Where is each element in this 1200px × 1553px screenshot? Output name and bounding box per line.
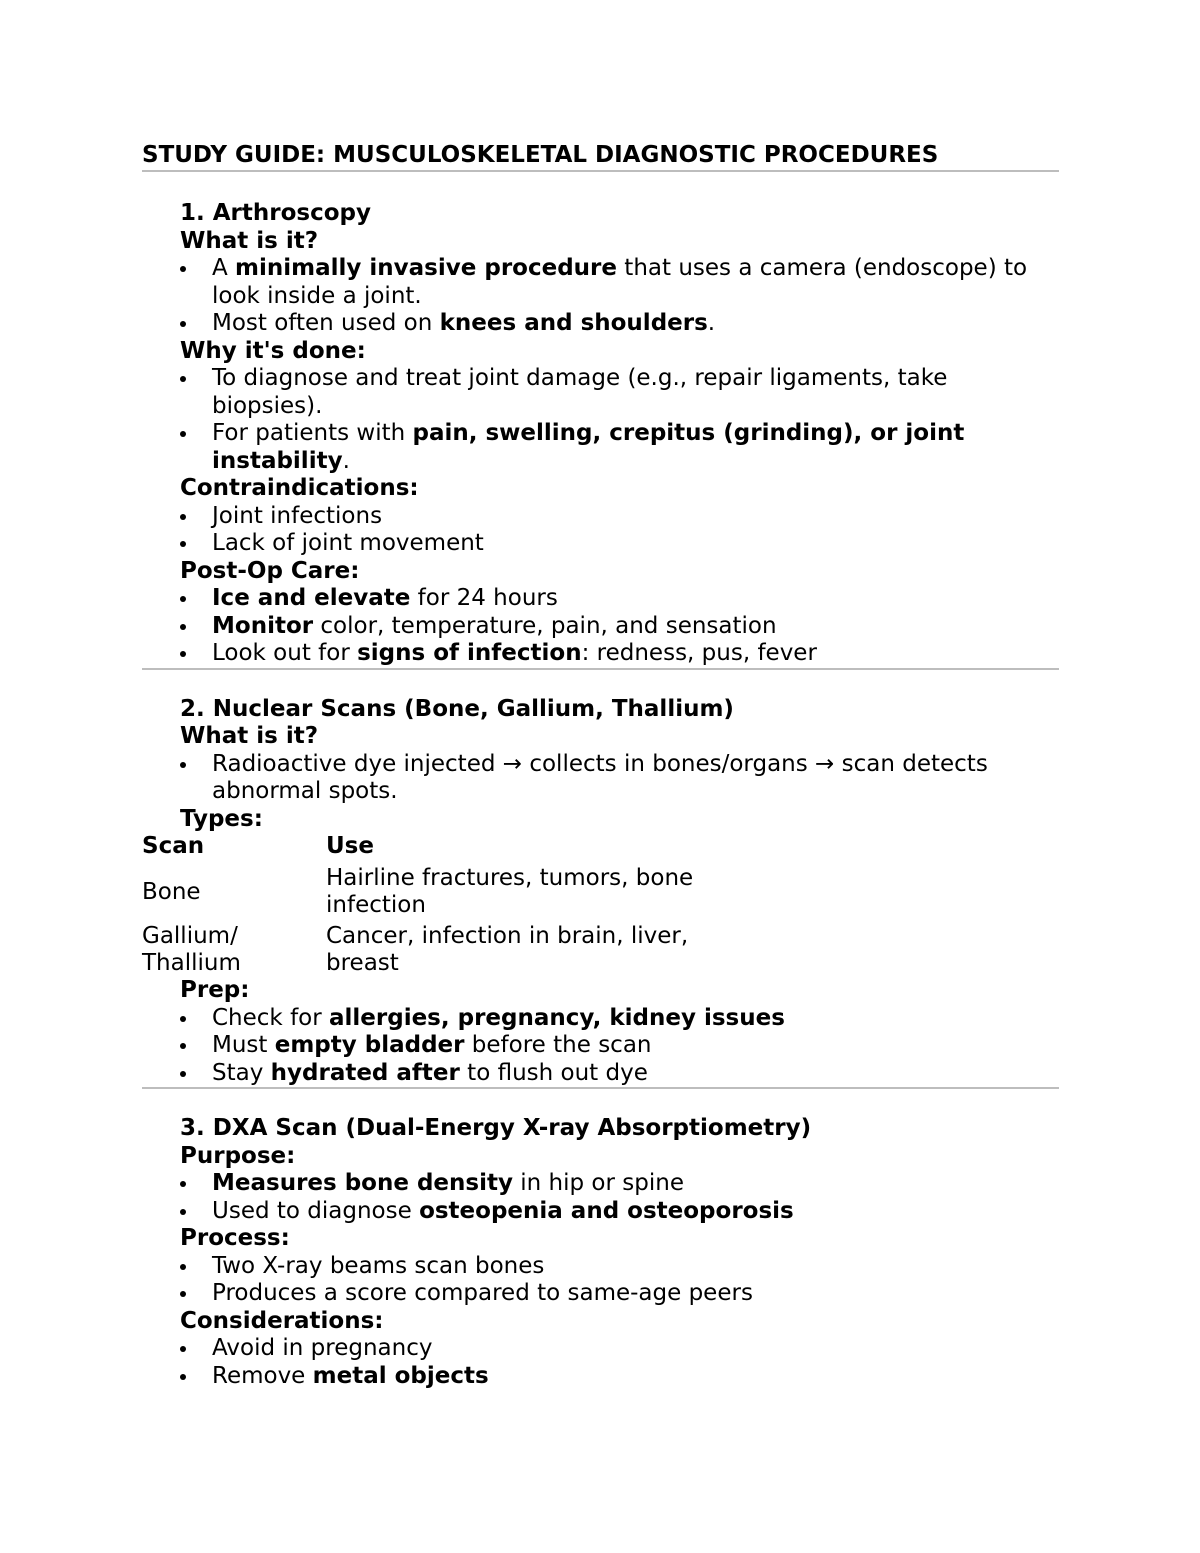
list-item: Lack of joint movement bbox=[180, 530, 1059, 558]
bullet-list bbox=[180, 751, 1059, 806]
bullet-list bbox=[180, 365, 1059, 475]
table-header: Scan bbox=[142, 833, 205, 859]
table-cell: Hairline fractures, tumors, bone infection bbox=[326, 865, 694, 918]
subheading-what: What is it? bbox=[180, 227, 319, 254]
list-item: Two X-ray beams scan bones bbox=[180, 1253, 1059, 1281]
table-header: Use bbox=[326, 833, 374, 859]
list-item: For patients with pain, swelling, crepitus (grinding), or joint instability. bbox=[180, 420, 1059, 475]
subheading-process: Process: bbox=[180, 1225, 290, 1251]
subheading-considerations: Considerations: bbox=[180, 1307, 384, 1334]
list-item: Measures bone density in hip or spine bbox=[180, 1170, 1059, 1198]
list-item: Monitor color, temperature, pain, and sensation bbox=[180, 613, 1059, 641]
page-title: STUDY GUIDE: MUSCULOSKELETAL DIAGNOSTIC PROCEDURES bbox=[142, 142, 939, 168]
table-cell: Cancer, infection in brain, liver, breast bbox=[326, 923, 689, 976]
list-item: Ice and elevate for 24 hours bbox=[180, 585, 1059, 613]
document bbox=[142, 140, 1059, 1390]
bullet-list bbox=[180, 1335, 1059, 1390]
section-heading: 3. DXA Scan (Dual-Energy X-ray Absorptiometry) bbox=[180, 1115, 812, 1141]
list-item: Radioactive dye injected → collects in bones/organs → scan detects abnormal spots. bbox=[180, 751, 1059, 806]
list-item: Avoid in pregnancy bbox=[180, 1335, 1059, 1363]
subheading-prep: Prep: bbox=[180, 977, 250, 1003]
list-item: Must empty bladder before the scan bbox=[180, 1032, 1059, 1060]
list-item: Most often used on knees and shoulders. bbox=[180, 310, 1059, 338]
bullet-list bbox=[180, 1005, 1059, 1088]
subheading-types: Types: bbox=[180, 805, 263, 832]
list-item: Look out for signs of infection: redness, pus, fever bbox=[180, 640, 1059, 668]
bullet-list bbox=[180, 503, 1059, 558]
bullet-list bbox=[180, 1170, 1059, 1225]
subheading-what: What is it? bbox=[180, 723, 319, 749]
section-heading: 2. Nuclear Scans (Bone, Gallium, Thallium) bbox=[180, 695, 734, 722]
bullet-list bbox=[180, 1253, 1059, 1308]
subheading-why: Why it's done: bbox=[180, 337, 366, 364]
list-item: To diagnose and treat joint damage (e.g., repair ligaments, take biopsies). bbox=[180, 365, 1059, 420]
table-row bbox=[142, 860, 726, 919]
table-cell: Gallium/ Thallium bbox=[142, 923, 241, 976]
bullet-list bbox=[180, 255, 1059, 338]
section-nuclear-scans bbox=[142, 696, 1059, 834]
section-nuclear-prep bbox=[142, 977, 1059, 1087]
list-item: Produces a score compared to same-age peers bbox=[180, 1280, 1059, 1308]
list-item: Stay hydrated after to flush out dye bbox=[180, 1060, 1059, 1088]
spacer bbox=[142, 1089, 1059, 1115]
table-row bbox=[142, 919, 726, 977]
list-item: Check for allergies, pregnancy, kidney issues bbox=[180, 1005, 1059, 1033]
list-item: Remove metal objects bbox=[180, 1363, 1059, 1391]
table-cell: Bone bbox=[142, 878, 201, 905]
subheading-purpose: Purpose: bbox=[180, 1142, 296, 1169]
table-header-row bbox=[142, 833, 726, 860]
section-dxa-scan bbox=[142, 1115, 1059, 1390]
list-item: Used to diagnose osteopenia and osteoporosis bbox=[180, 1198, 1059, 1226]
scan-types-table bbox=[142, 833, 726, 977]
spacer bbox=[142, 172, 1059, 200]
list-item: Joint infections bbox=[180, 503, 1059, 531]
spacer bbox=[142, 670, 1059, 696]
subheading-contraindications: Contraindications: bbox=[180, 475, 419, 501]
subheading-postop: Post-Op Care: bbox=[180, 557, 360, 584]
list-item: A minimally invasive procedure that uses a camera (endoscope) to look inside a joint. bbox=[180, 255, 1059, 310]
section-arthroscopy bbox=[142, 200, 1059, 668]
section-heading: 1. Arthroscopy bbox=[180, 200, 371, 226]
bullet-list bbox=[180, 585, 1059, 668]
